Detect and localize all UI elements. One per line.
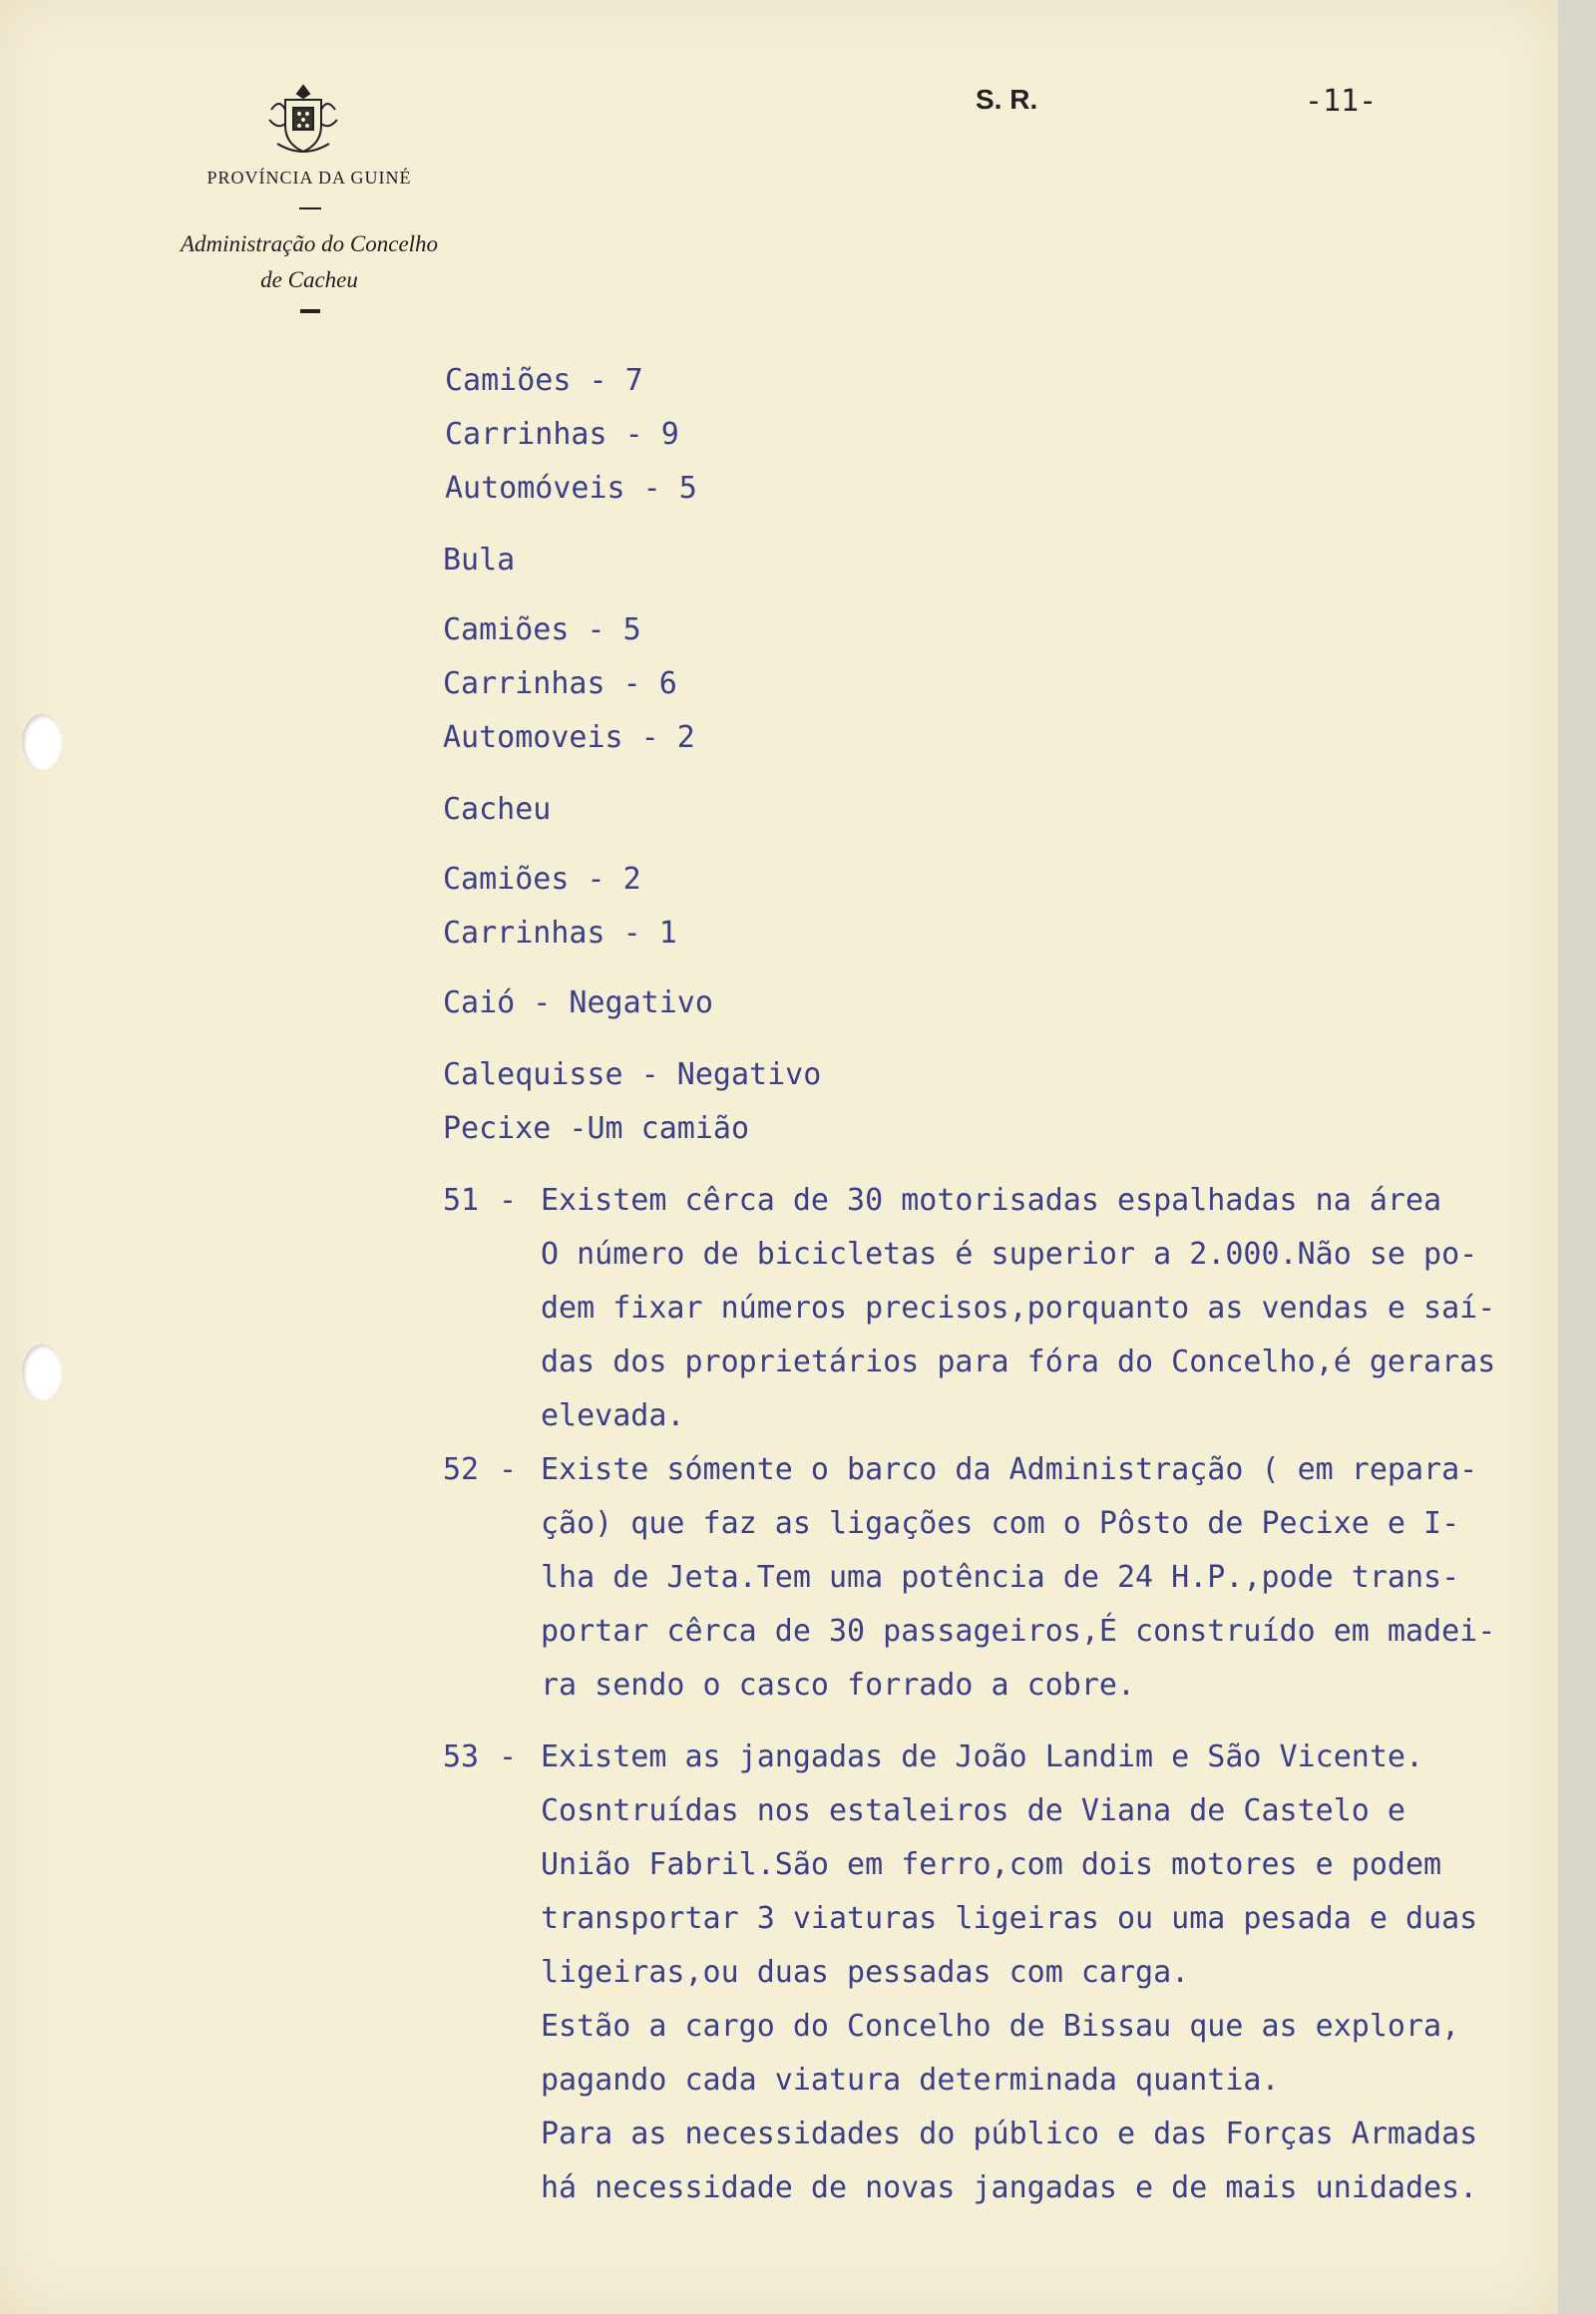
vehicle-list-item: Automóveis - 5	[445, 471, 697, 506]
paragraph-line: pagando cada viatura determinada quantia.	[541, 2063, 1280, 2098]
paragraph-line: Existe sómente o barco da Administração ( em repara-	[541, 1452, 1478, 1487]
paragraph-line: ção) que faz as ligações com o Pôsto de Pecixe e I-	[541, 1506, 1460, 1541]
vehicle-list-item: Carrinhas - 9	[445, 417, 679, 452]
letterhead-divider	[299, 207, 321, 209]
paragraph-number: 52	[443, 1452, 480, 1487]
classification-mark: S. R.	[976, 84, 1038, 115]
vehicle-list-item: Camiões - 5	[443, 612, 641, 647]
paragraph-line: lha de Jeta.Tem uma potência de 24 H.P.,pode trans-	[541, 1560, 1460, 1595]
paragraph-number: 51	[443, 1183, 480, 1218]
administration-place: de Cacheu	[260, 267, 358, 292]
paragraph-line: O número de bicicletas é superior a 2.000.Não se po-	[541, 1237, 1478, 1272]
section-heading: Bula	[443, 543, 516, 578]
letterhead-divider	[300, 309, 320, 313]
paragraph-line: Estão a cargo do Concelho de Bissau que as explora,	[541, 2009, 1460, 2044]
vehicle-list-item: Camiões - 7	[445, 363, 643, 398]
page-number: -11-	[1305, 84, 1378, 119]
section-heading: Cacheu	[443, 792, 552, 827]
vehicle-list-item: Camiões - 2	[443, 862, 641, 897]
location-status: Pecixe -Um camião	[443, 1111, 750, 1146]
vehicle-list-item: Carrinhas - 6	[443, 666, 677, 701]
paragraph-line: dem fixar números precisos,porquanto as vendas e saí-	[541, 1291, 1496, 1326]
punch-hole	[22, 1345, 62, 1400]
punch-hole	[22, 714, 62, 770]
paragraph-dash: -	[499, 1739, 518, 1774]
province-name: PROVÍNCIA DA GUINÉ	[206, 168, 412, 188]
vehicle-list-item: Automoveis - 2	[443, 720, 695, 755]
paragraph-line: das dos proprietários para fóra do Concelho,é geraras	[541, 1345, 1496, 1379]
paragraph-line: portar cêrca de 30 passageiros,É construído em madei-	[541, 1614, 1496, 1649]
administration-name: Administração do Concelho	[180, 231, 439, 256]
paragraph-line: União Fabril.São em ferro,com dois motores e podem	[541, 1847, 1442, 1882]
paragraph-line: Cosntruídas nos estaleiros de Viana de Castelo e	[541, 1793, 1405, 1828]
paragraph-dash: -	[499, 1183, 518, 1218]
vehicle-list-item: Carrinhas - 1	[443, 916, 677, 951]
coat-of-arms-icon	[263, 80, 343, 160]
paragraph-number: 53	[443, 1739, 480, 1774]
paragraph-line: Existem cêrca de 30 motorisadas espalhadas na área	[541, 1183, 1442, 1218]
paragraph-dash: -	[499, 1452, 518, 1487]
paragraph-line: transportar 3 viaturas ligeiras ou uma pesada e duas	[541, 1901, 1478, 1936]
paragraph-line: Existem as jangadas de João Landim e São Vicente.	[541, 1739, 1424, 1774]
paragraph-line: Para as necessidades do público e das Forças Armadas	[541, 2117, 1478, 2151]
paragraph-line: há necessidade de novas jangadas e de mais unidades.	[541, 2170, 1478, 2205]
location-status: Calequisse - Negativo	[443, 1057, 822, 1092]
paragraph-line: elevada.	[541, 1398, 685, 1433]
paragraph-line: ra sendo o casco forrado a cobre.	[541, 1668, 1136, 1703]
paragraph-line: ligeiras,ou duas pessadas com carga.	[541, 1955, 1190, 1990]
location-status: Caió - Negativo	[443, 985, 713, 1020]
